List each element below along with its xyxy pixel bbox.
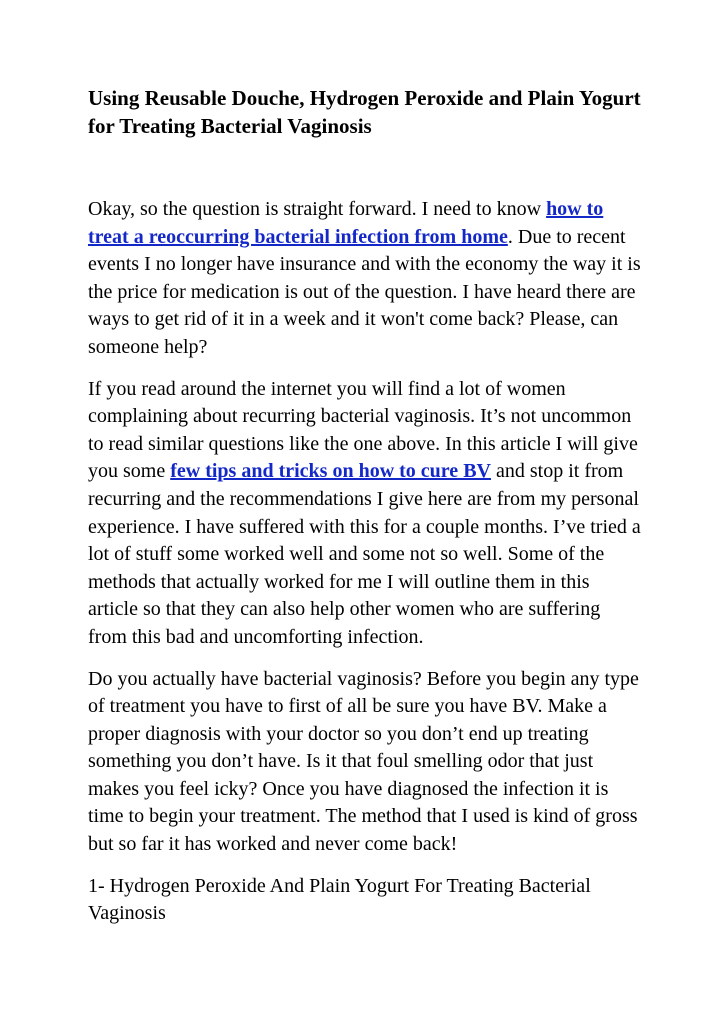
link-how-to-treat[interactable]: how to treat a reoccurring bacterial infection from home — [88, 198, 604, 248]
paragraph-question — [88, 196, 644, 362]
paragraph-text: and stop it from recurring and the recommendations I give here are from my personal experience. I have suffered with this for a couple months. I’ve tried a lot of stuff some worked well and some not so well. Some of the methods that actually worked for me I will outline them in this article so that they can also help other women who are suffering from this bad and uncomforting infection. — [88, 460, 641, 648]
link-tips-and-tricks[interactable]: few tips and tricks on how to cure BV — [170, 460, 491, 483]
paragraph-text: If you read around the internet you will find a lot of women complaining about recurring bacterial vaginosis. It’s not uncommon to read similar questions like the one above. In this article I will give you some — [88, 377, 638, 483]
document-page — [88, 84, 644, 928]
paragraph-intro — [88, 376, 644, 652]
paragraph-diagnosis: Do you actually have bacterial vaginosis? Before you begin any type of treatment you have to first of all be sure you have BV. Make a proper diagnosis with your doctor so you don’t end up treating something you don’t have. Is it that foul smelling odor that just makes you feel icky? Once you have diagnosed the infection it is time to begin your treatment. The method that I used is kind of gross but so far it has worked and never come back! — [88, 667, 639, 856]
paragraph-text: Okay, so the question is straight forward. I need to know — [88, 198, 547, 220]
paragraph-text: . Due to recent events I no longer have insurance and with the economy the way it is the price for medication is out of the question. I have heard there are ways to get rid of it in a week and it won't come back? Please, can someone help? — [88, 225, 641, 358]
section-heading-method-1: 1- Hydrogen Peroxide And Plain Yogurt For Treating Bacterial Vaginosis — [88, 874, 591, 925]
document-title: Using Reusable Douche, Hydrogen Peroxide and Plain Yogurt for Treating Bacterial Vaginosis — [88, 86, 641, 138]
